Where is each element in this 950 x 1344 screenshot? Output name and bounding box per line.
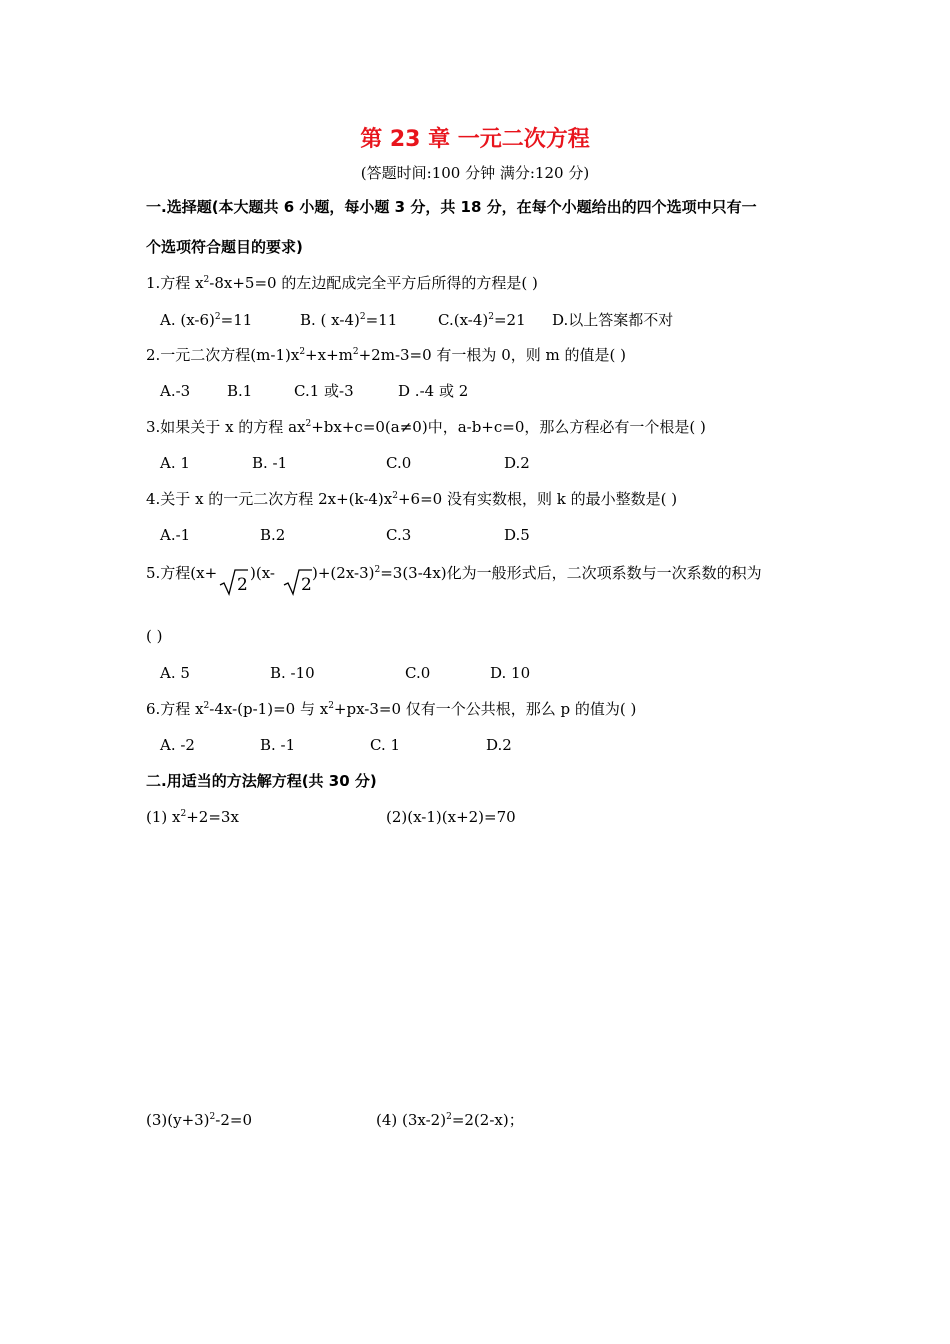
question-6-option-a: A. -2 xyxy=(160,736,195,754)
question-1-stem: 1.方程 $x^2-8x+5=0$ 的左边配成完全平方后所得的方程是( ) xyxy=(146,274,538,292)
problem-1: (1) $x^2+2=3x$ xyxy=(146,808,239,826)
question-3-option-b: B. -1 xyxy=(252,454,288,472)
question-5-stem-start: 5.方程(x+ xyxy=(146,564,218,582)
question-6-option-c: C. 1 xyxy=(370,736,401,754)
question-3-option-c: C.0 xyxy=(386,454,412,472)
problem-4: (4) $(3x-2)^2=2(2-x)$； xyxy=(376,1111,524,1129)
question-4-stem: 4.关于 x 的一元二次方程 $2x+(k-4)x^2+6=0$ 没有实数根，则 k 的最小整数是( ) xyxy=(146,490,678,508)
problem-3: $(3)(y+3)^2-2=0$ xyxy=(146,1111,253,1129)
question-3-option-d: D.2 xyxy=(504,454,530,472)
question-2-option-b: B.1 xyxy=(227,382,253,400)
page-title: 第 23 章 一元二次方程 xyxy=(360,127,590,152)
question-5-option-b: B. -10 xyxy=(270,664,315,682)
question-4-option-d: D.5 xyxy=(504,526,530,544)
question-6-option-d: D.2 xyxy=(486,736,512,754)
question-1-option-c: $C.(x-4)^2=21$ xyxy=(438,311,526,329)
question-1-option-d: D.以上答案都不对 xyxy=(552,311,674,329)
question-6-stem: 6.方程 $x^2-4x-(p-1)=0$ 与 $x^2+px-3=0$ 仅有一个公共根，那么 p 的值为( ) xyxy=(146,700,637,718)
question-5-option-c: C.0 xyxy=(405,664,431,682)
question-5-stem-end: )$+(2x-3)^2=3(3-4x)$化为一般形式后，二次项系数与一次系数的积为 xyxy=(312,564,762,582)
question-6-option-b: B. -1 xyxy=(260,736,296,754)
section2-heading: 二.用适当的方法解方程(共 30 分) xyxy=(146,772,377,790)
question-3-stem: 3.如果关于 x 的方程 $ax^2+bx+c=0(a\ne 0)$中，a-b+c=0，那么方程必有一个根是( ) xyxy=(146,418,706,436)
question-5-answer-parens: ( ) xyxy=(146,627,163,645)
question-1-option-b: B. ( x-4)$^2$=11 xyxy=(300,311,398,329)
question-2-option-d: D .-4 或 2 xyxy=(398,382,469,400)
section1-heading-line2: 个选项符合题目的要求) xyxy=(146,238,303,256)
question-4-option-a: A.-1 xyxy=(160,526,191,544)
sqrt-2-second xyxy=(282,568,312,596)
question-2-option-a: A.-3 xyxy=(160,382,191,400)
question-2-option-c: C.1 或-3 xyxy=(294,382,354,400)
sqrt-2-second-radicand: 2 xyxy=(301,575,312,595)
question-4-option-b: B.2 xyxy=(260,526,286,544)
question-4-option-c: C.3 xyxy=(386,526,412,544)
question-5-option-d: D. 10 xyxy=(490,664,531,682)
question-5-stem-middle: )(x- xyxy=(250,564,275,582)
sqrt-2-first-radicand: 2 xyxy=(237,575,248,595)
sqrt-2-first xyxy=(218,568,248,596)
question-5-option-a: A. 5 xyxy=(160,664,190,682)
question-3-option-a: A. 1 xyxy=(160,454,190,472)
question-1-option-a: A. $(x-6)^2=11$ xyxy=(160,311,253,329)
section1-heading-line1: 一.选择题(本大题共 6 小题，每小题 3 分，共 18 分，在每个小题给出的四个选项中只有一 xyxy=(146,198,757,216)
page-subtitle: (答题时间:100 分钟 满分:120 分) xyxy=(360,164,590,182)
problem-2: (2)(x-1)(x+2)=70 xyxy=(386,808,516,826)
question-2-stem: 2.一元二次方程$(m-1)x^2+x+m^2+2m-3=0$ 有一根为 0，则 m 的值是( ) xyxy=(146,346,626,364)
